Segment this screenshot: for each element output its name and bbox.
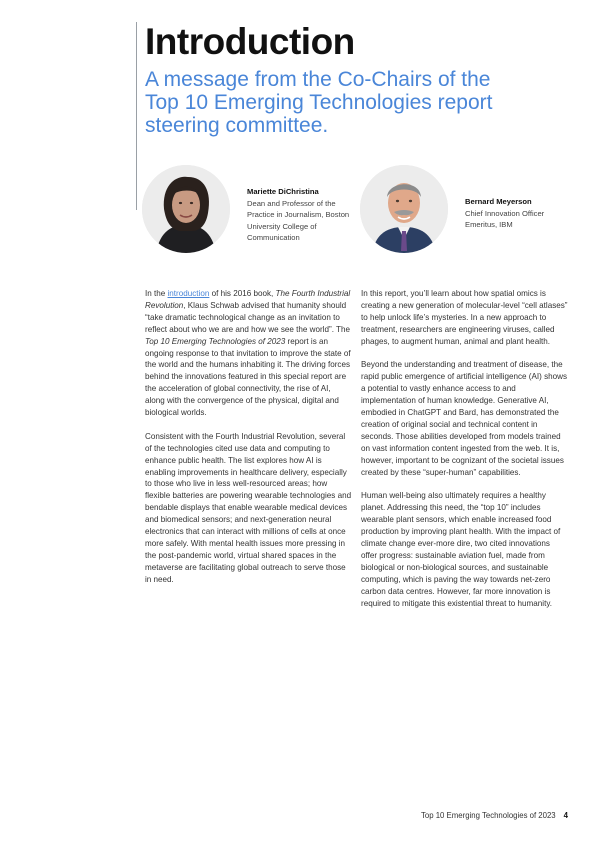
body-column-right (361, 288, 568, 621)
bio-bernard-meyerson (465, 196, 565, 231)
paragraph: In this report, you’ll learn about how spatial omics is creating a new generation of molecular-level “cell atlases” to help unlock life’s mysteries. In a new approach to treatment, researchers are engineering viruses, called phages, to augment human, animal and plant health. (361, 289, 568, 346)
portrait-bernard-meyerson (360, 165, 448, 253)
introduction-link[interactable]: introduction (167, 289, 210, 298)
person-name: Bernard Meyerson (465, 197, 532, 206)
text-run: , Klaus Schwab advised that humanity should “take dramatic technological change as an invitation to reflect about who we are and how we see the world”. The (145, 300, 351, 334)
vertical-rule (136, 22, 137, 210)
paragraph: Human well-being also ultimately requires a healthy planet. Addressing this need, the “top 10” includes wearable plant sensors, which enable increased food production by improving plant health. With the impact of climate change ever-more dire, two cited innovations offer progress: sustainable aviation fuel, made from biological or non-biological sources, and sustainable computing, which is paving the way towards net-zero carbon data centres. However, far more innovation is required to mitigate this existential threat to humanity. (361, 491, 561, 608)
bio-mariette-dichristina (247, 186, 352, 244)
portrait-mariette-dichristina (142, 165, 230, 253)
person-role: Dean and Professor of the Practice in Journalism, Boston University College of Communication (247, 198, 350, 242)
paragraph: Beyond the understanding and treatment of disease, the rapid public emergence of artificial intelligence (AI) shows a potential to vastly enhance access to and implementation of human knowledge. Generative AI, embodied in ChatGPT and Bard, has demonstrated the creation of original social and technical content in seconds. Those abilities developed from models trained on vast information content ingested from the web. It is, however, important to be cognizant of the societal issues created by these “super-human” capabilities. (361, 360, 568, 477)
report-title: Top 10 Emerging Technologies of 2023 (145, 336, 286, 346)
page-number: 4 (563, 811, 568, 820)
footer-label: Top 10 Emerging Technologies of 2023 (420, 811, 556, 820)
page-footer (421, 811, 568, 820)
paragraph: Consistent with the Fourth Industrial Revolution, several of the technologies cited use data and computing to enhance public health. The list explores how AI is enabling improvements in healthcare delivery, especially to those who live in less well-resourced areas; how flexible batteries are powering wearable technologies and bendable displays that enable wearable medical devices and biomedical sensors; and next-generation neural electronics that can interact with millions of cells at once more safely. With mental health issues more pressing in the post-pandemic world, virtual shared spaces in the metaverse are facilitating global outreach to serve those in need. (145, 431, 352, 584)
page-title: Introduction (145, 21, 355, 62)
body-column-left (145, 288, 352, 598)
text-run: of his 2016 book, (209, 289, 276, 298)
person-role: Chief Innovation Officer Emeritus, IBM (465, 208, 545, 229)
page-subtitle: A message from the Co-Chairs of the Top 10 Emerging Technologies report steering committee. (145, 68, 493, 137)
text-run: report is an ongoing response to that invitation to improve the state of the world and the humans inhabiting it. The driving forces behind the innovations featured in this special report are the acceleration of global connectivity, the rise of AI, along with the convergence of the physical, digital and biological worlds. (145, 336, 351, 418)
book-title: The Fourth Industrial Revolution (145, 289, 351, 310)
paragraph (145, 288, 352, 419)
person-name: Mariette DiChristina (247, 187, 319, 196)
text-run: In the (145, 289, 168, 298)
